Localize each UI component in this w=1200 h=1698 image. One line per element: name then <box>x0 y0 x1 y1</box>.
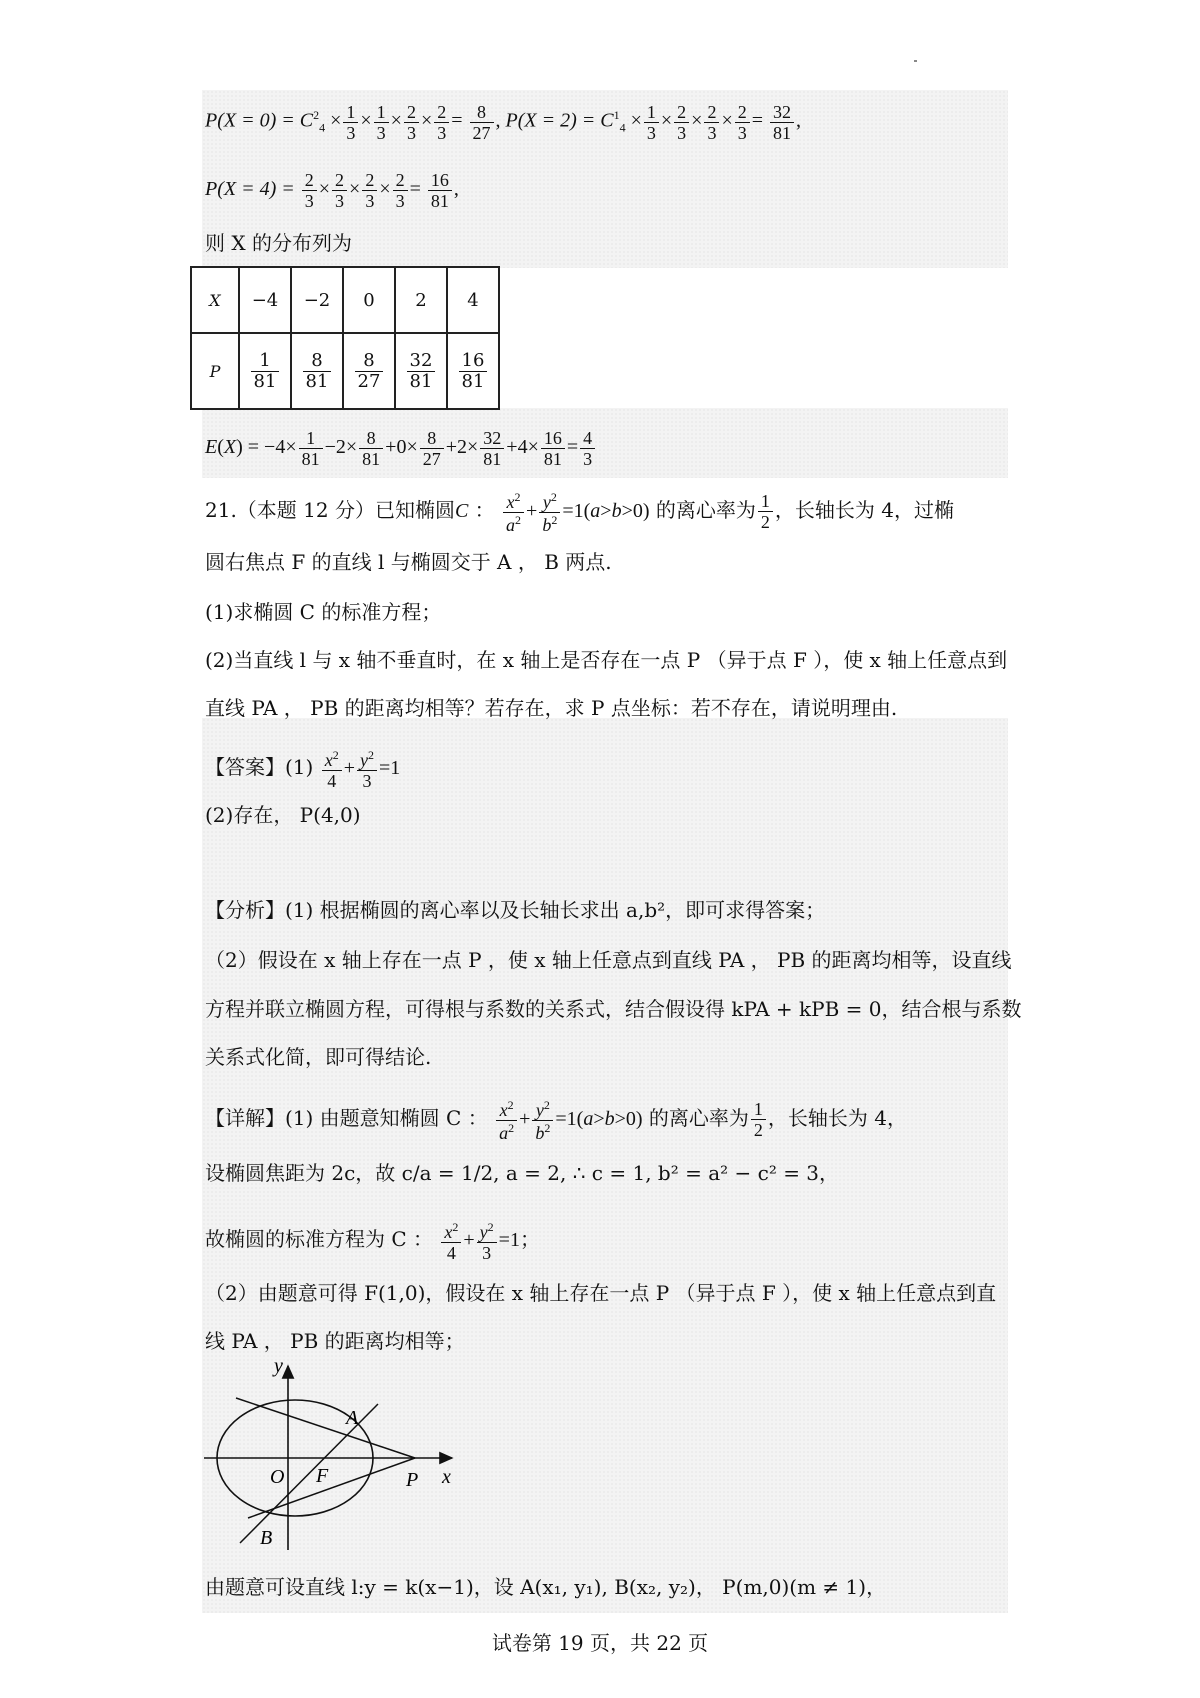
table-cell-p: $\frac{16}{81}$ <box>447 333 499 409</box>
label-o: O <box>270 1466 285 1488</box>
dist-intro: 则 X 的分布列为 <box>205 231 352 255</box>
table-cell-x: −2 <box>291 267 343 333</box>
analysis-line-2: （2）假设在 x 轴上存在一点 P ，使 x 轴上任意点到直线 PA ， PB 的距离均相等，设直线 <box>205 948 1012 972</box>
table-row <box>191 333 499 409</box>
line-pa <box>236 1398 415 1458</box>
q21-part-1: (1)求椭圆 C 的标准方程； <box>205 600 442 624</box>
table-cell-x: 4 <box>447 267 499 333</box>
answer-line-1: 【答案】(1) $\frac{x^2}{4}$ + $\frac{y^2}{3}$ =1 <box>205 748 401 791</box>
table-cell-p: $\frac{8}{81}$ <box>291 333 343 409</box>
label-f: F <box>316 1465 329 1487</box>
scan-speck <box>914 60 917 62</box>
page-footer: 试卷第 19 页，共 22 页 <box>491 1631 709 1655</box>
expectation-line: E(X) = −4× $\frac{1}{81}$ −2× $\frac{8}{81}$ +0× $\frac{8}{27}$ +2× $\frac{32}{81}$ +4× $\frac{16}{81}$ = $\frac{4}{3}$ <box>205 428 597 469</box>
q21-line-1: 21.（本题 12 分）已知椭圆C ： $\frac{x^2}{a^2}$ + $\frac{y^2}{b^2}$ =1(a>b>0) 的离心率为 $\frac{1}{2}$ ，长轴长为 4，过椭 <box>205 490 954 535</box>
prob-line-1: $P(X = 0) = C^2_4$ × $\frac{1}{3}$ × $\frac{1}{3}$ × $\frac{2}{3}$ × $\frac{2}{3}$ = $\frac{8}{27}$ , $P(X = 2) = C^1_4$ × $\frac{1}{3}$ × $\frac{2}{3}$ × $\frac{2}{3}$ × $\frac{2}{3}$ = $\frac{32}{81}$ , <box>205 101 801 143</box>
p4-lhs: P(X = 4) = <box>205 178 295 201</box>
table-cell-x: 2 <box>395 267 447 333</box>
label-y: y <box>274 1358 283 1377</box>
label-a: A <box>346 1407 359 1429</box>
label-p: P <box>406 1469 419 1491</box>
analysis-line-4: 关系式化简，即可得结论. <box>205 1045 432 1069</box>
table-cell-x: 0 <box>343 267 395 333</box>
p0-lhs: P(X = 0) = C <box>205 109 314 132</box>
label-x: x <box>442 1466 451 1488</box>
detail-line-6: 由题意可设直线 l:y = k(x−1)，设 A(x₁, y₁), B(x₂, y₂)， P(m,0)(m ≠ 1)， <box>205 1575 887 1599</box>
detail-line-4: （2）由题意可得 F(1,0)，假设在 x 轴上存在一点 P （异于点 F ），使 x 轴上任意点到直 <box>205 1281 997 1305</box>
table-header-p: P <box>191 333 239 409</box>
table-cell-p: $\frac{8}{27}$ <box>343 333 395 409</box>
q21-line-2: 圆右焦点 F 的直线 l 与椭圆交于 A ， B 两点. <box>205 550 612 574</box>
analysis-line-1: 【分析】(1) 根据椭圆的离心率以及长轴长求出 a,b²，即可求得答案； <box>205 898 826 922</box>
ellipse-figure <box>200 1358 460 1558</box>
table-cell-p: $\frac{32}{81}$ <box>395 333 447 409</box>
p2-lhs: P(X = 2) = C <box>505 109 614 132</box>
answer-label: 【答案】 <box>205 755 285 780</box>
q21-part-2b: 直线 PA ， PB 的距离均相等？若存在，求 P 点坐标：若不存在，请说明理由. <box>205 696 898 720</box>
analysis-line-3: 方程并联立椭圆方程，可得根与系数的关系式，结合假设得 kPA + kPB = 0，结合根与系数 <box>205 997 1022 1021</box>
detail-line-2: 设椭圆焦距为 2c，故 c/a = 1/2, a = 2, ∴ c = 1, b² = a² − c² = 3， <box>205 1161 840 1185</box>
label-b: B <box>260 1527 273 1549</box>
answer-line-2: (2)存在， P(4,0) <box>205 803 361 827</box>
table-cell-p: $\frac{1}{81}$ <box>239 333 291 409</box>
q21-part-2a: (2)当直线 l 与 x 轴不垂直时，在 x 轴上是否存在一点 P （异于点 F ），使 x 轴上任意点到 <box>205 648 1008 672</box>
distribution-table <box>190 266 500 410</box>
table-header-x: X <box>191 267 239 333</box>
prob-line-2: P(X = 4) = $\frac{2}{3}$ × $\frac{2}{3}$ × $\frac{2}{3}$ × $\frac{2}{3}$ = $\frac{16}{81}$ , <box>205 170 459 211</box>
table-row <box>191 267 499 333</box>
table-cell-x: −4 <box>239 267 291 333</box>
detail-line-1: 【详解】(1) 由题意知椭圆 C ： $\frac{x^2}{a^2}$ + $\frac{y^2}{b^2}$ =1(a>b>0) 的离心率为 $\frac{1}{2}$ ，长轴长为 4， <box>205 1098 907 1143</box>
detail-line-5: 线 PA ， PB 的距离均相等； <box>205 1329 465 1353</box>
detail-line-3: 故椭圆的标准方程为 C ： $\frac{x^2}{4}$ + $\frac{y^2}{3}$ =1； <box>205 1220 540 1263</box>
